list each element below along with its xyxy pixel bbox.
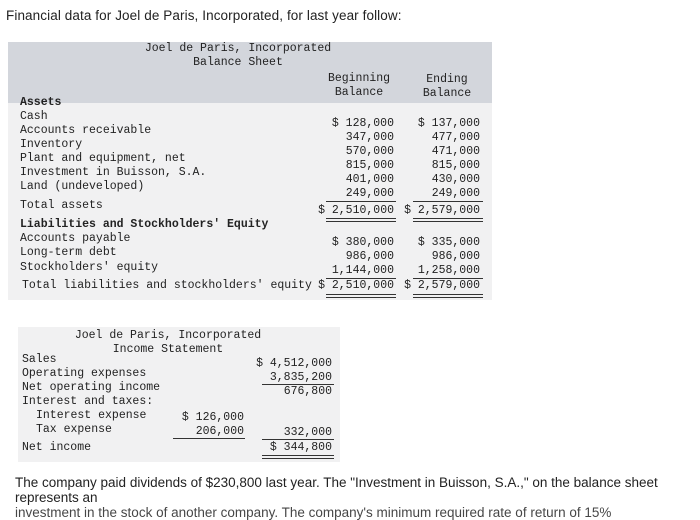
liability-begin-value: 986,000 <box>345 250 394 263</box>
liab-total-double-rule <box>326 294 396 298</box>
tax-rule <box>173 438 245 439</box>
net-income-value: $ 344,800 <box>269 441 332 454</box>
total-liab-begin: $ 2,510,000 <box>318 279 394 292</box>
sales-label: Sales <box>22 353 57 366</box>
problem-text <box>15 475 700 520</box>
intro-text: Financial data for Joel de Paris, Incorporated, for last year follow: <box>6 8 402 23</box>
liability-begin-value: $ 380,000 <box>331 236 394 249</box>
interest-taxes-label: Interest and taxes: <box>22 395 154 408</box>
noi-label: Net operating income <box>22 381 161 394</box>
asset-end-value: 815,000 <box>431 159 480 172</box>
col-beginning-line2: Balance <box>334 86 384 99</box>
assets-subtotal-rule <box>413 201 483 202</box>
asset-label: Investment in Buisson, S.A. <box>20 166 207 179</box>
bs-title: Balance Sheet <box>193 56 283 69</box>
col-beginning-line1: Beginning <box>327 72 391 85</box>
total-liab-label: Total liabilities and stockholders' equity <box>22 279 312 292</box>
liability-label: Accounts payable <box>20 232 131 245</box>
tax-expense-value: 206,000 <box>195 425 244 438</box>
asset-begin-value: 347,000 <box>345 131 394 144</box>
interest-expense-label: Interest expense <box>36 409 147 422</box>
liab-total-double-rule <box>413 294 483 298</box>
net-income-label: Net income <box>22 441 92 454</box>
problem-text-line2: investment in the stock of another company. The company's minimum required rate of return of 15% <box>15 505 612 520</box>
assets-subtotal-rule <box>326 201 396 202</box>
asset-begin-value: 401,000 <box>345 173 394 186</box>
asset-end-value: 430,000 <box>431 173 480 186</box>
asset-label: Land (undeveloped) <box>20 180 145 193</box>
col-ending-line1: Ending <box>426 73 468 86</box>
asset-label: Cash <box>20 110 48 123</box>
total-liab-end: $ 2,579,000 <box>404 279 480 292</box>
sales-value: $ 4,512,000 <box>256 357 332 370</box>
income-statement-table <box>18 327 340 462</box>
int-tax-total-value: 332,000 <box>283 426 332 439</box>
interest-expense-value: $ 126,000 <box>181 411 244 424</box>
liability-end-value: $ 335,000 <box>417 236 480 249</box>
asset-end-value: 477,000 <box>431 131 480 144</box>
assets-total-double-rule <box>413 218 483 222</box>
asset-label: Inventory <box>20 138 83 151</box>
is-title: Income Statement <box>112 343 224 356</box>
net-income-double-rule <box>262 455 334 459</box>
col-ending-line2: Balance <box>422 87 472 100</box>
asset-end-value: $ 137,000 <box>417 117 480 130</box>
opex-label: Operating expenses <box>22 367 147 380</box>
asset-label: Accounts receivable <box>20 124 152 137</box>
problem-text-line1: The company paid dividends of $230,800 last year. The "Investment in Buisson, S.A.," on the balance sheet represents an <box>15 475 658 505</box>
noi-value: 676,800 <box>283 385 332 398</box>
is-company-name: Joel de Paris, Incorporated <box>74 329 262 342</box>
assets-total-double-rule <box>326 218 396 222</box>
bs-company-name: Joel de Paris, Incorporated <box>144 42 332 55</box>
tax-expense-label: Tax expense <box>36 423 112 436</box>
int-tax-total-rule <box>262 439 334 440</box>
total-assets-end: $ 2,579,000 <box>404 204 480 217</box>
assets-heading: Assets <box>20 96 62 109</box>
liability-label: Long-term debt <box>20 246 117 259</box>
asset-begin-value: 815,000 <box>345 159 394 172</box>
total-assets-label: Total assets <box>20 199 103 212</box>
liability-label: Stockholders' equity <box>20 261 159 274</box>
total-assets-begin: $ 2,510,000 <box>318 204 394 217</box>
asset-begin-value: 249,000 <box>345 187 394 200</box>
asset-end-value: 249,000 <box>431 187 480 200</box>
asset-begin-value: $ 128,000 <box>331 117 394 130</box>
asset-label: Plant and equipment, net <box>20 152 186 165</box>
liability-end-value: 986,000 <box>431 250 480 263</box>
asset-begin-value: 570,000 <box>345 145 394 158</box>
liability-end-value: 1,258,000 <box>417 264 480 277</box>
liability-begin-value: 1,144,000 <box>331 264 394 277</box>
balance-sheet-table <box>8 42 492 300</box>
liabilities-heading: Liabilities and Stockholders' Equity <box>20 218 269 231</box>
opex-value: 3,835,200 <box>269 371 332 384</box>
asset-end-value: 471,000 <box>431 145 480 158</box>
